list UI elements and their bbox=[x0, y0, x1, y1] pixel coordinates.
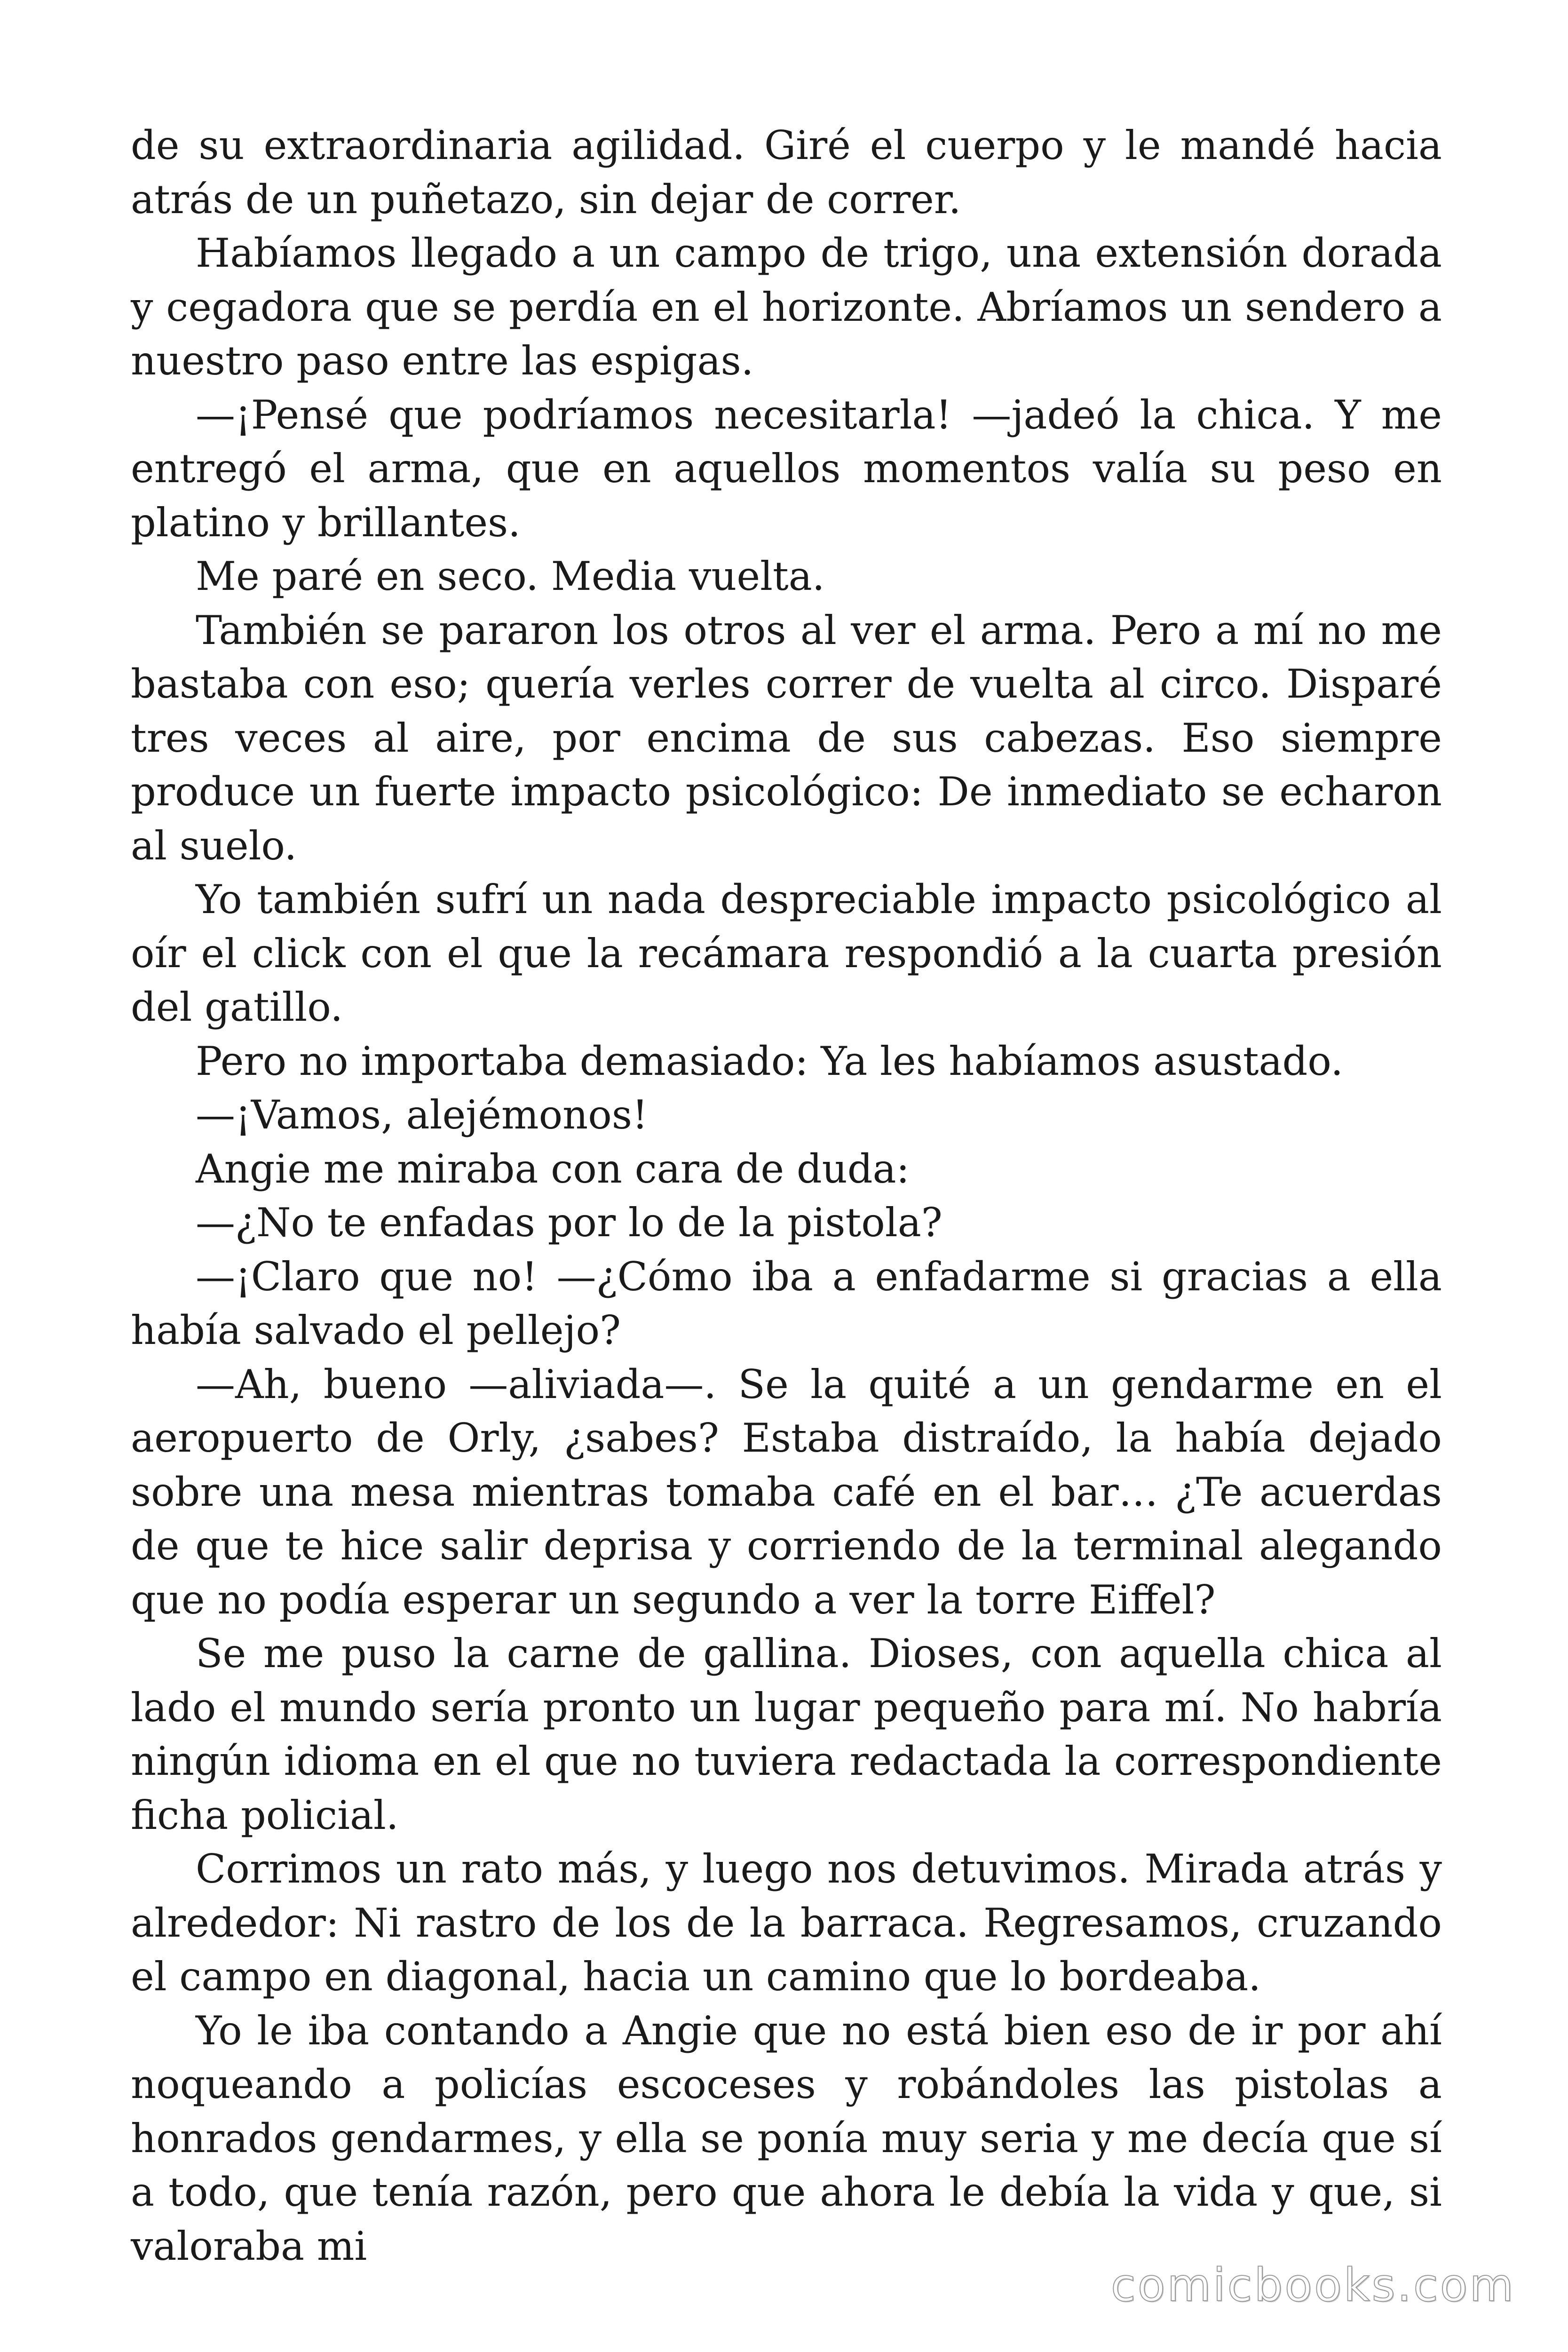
paragraph: Se me puso la carne de gallina. Dioses, con aquella chica al lado el mundo sería pronto un lugar pequeño para mí. No habría ningún idioma en el que no tuviera redactada la correspondiente ficha policial. bbox=[131, 1630, 1442, 1838]
paragraph: Me paré en seco. Media vuelta. bbox=[196, 553, 825, 599]
paragraph: Yo también sufrí un nada despreciable impacto psicológico al oír el click con el que la recámara respondió a la cuarta presión del gatillo. bbox=[131, 876, 1442, 1030]
paragraph: Yo le iba contando a Angie que no está bien eso de ir por ahí noqueando a policías escoceses y robándoles las pistolas a honrados gendarmes, y ella se ponía muy seria y me decía que sí a todo, que tenía razón, pero que ahora le debía la vida y que, si valoraba mi bbox=[131, 2007, 1442, 2269]
paragraph: —¡Vamos, alejémonos! bbox=[196, 1092, 648, 1138]
paragraph: Pero no importaba demasiado: Ya les habíamos asustado. bbox=[196, 1038, 1344, 1084]
paragraph: —¿No te enfadas por lo de la pistola? bbox=[196, 1200, 942, 1246]
paragraph: —Ah, bueno —aliviada—. Se la quité a un gendarme en el aeropuerto de Orly, ¿sabes? Estaba distraído, la había dejado sobre una mesa mientras tomaba café en el bar… ¿Te acuerdas de que te hice salir deprisa y corriendo de la terminal alegando que no podía esperar un segundo a ver la torre Eiffel? bbox=[131, 1361, 1442, 1623]
paragraph: —¡Pensé que podríamos necesitarla! —jadeó la chica. Y me entregó el arma, que en aquellos momentos valía su peso en platino y brillantes. bbox=[131, 391, 1442, 546]
paragraph: Habíamos llegado a un campo de trigo, una extensión dorada y cegadora que se perdía en el horizonte. Abríamos un sendero a nuestro paso entre las espigas. bbox=[131, 230, 1442, 384]
paragraph: Corrimos un rato más, y luego nos detuvimos. Mirada atrás y alrededor: Ni rastro de los de la barraca. Regresamos, cruzando el campo en diagonal, hacia un camino que lo bordeaba. bbox=[131, 1846, 1442, 2000]
paragraph: Angie me miraba con cara de duda: bbox=[196, 1145, 910, 1192]
paragraph: de su extraordinaria agilidad. Giré el cuerpo y le mandé hacia atrás de un puñetazo, sin dejar de correr. bbox=[131, 122, 1442, 222]
watermark: comicbooks.com bbox=[1110, 2259, 1515, 2312]
paragraph: —¡Claro que no! —¿Cómo iba a enfadarme si gracias a ella había salvado el pellejo? bbox=[131, 1253, 1442, 1353]
paragraph: También se pararon los otros al ver el arma. Pero a mí no me bastaba con eso; quería verles correr de vuelta al circo. Disparé tres veces al aire, por encima de sus cabezas. Eso siempre produce un fuerte impacto psicológico: De inmediato se echaron al suelo. bbox=[131, 607, 1442, 869]
body-text bbox=[131, 119, 1442, 2273]
